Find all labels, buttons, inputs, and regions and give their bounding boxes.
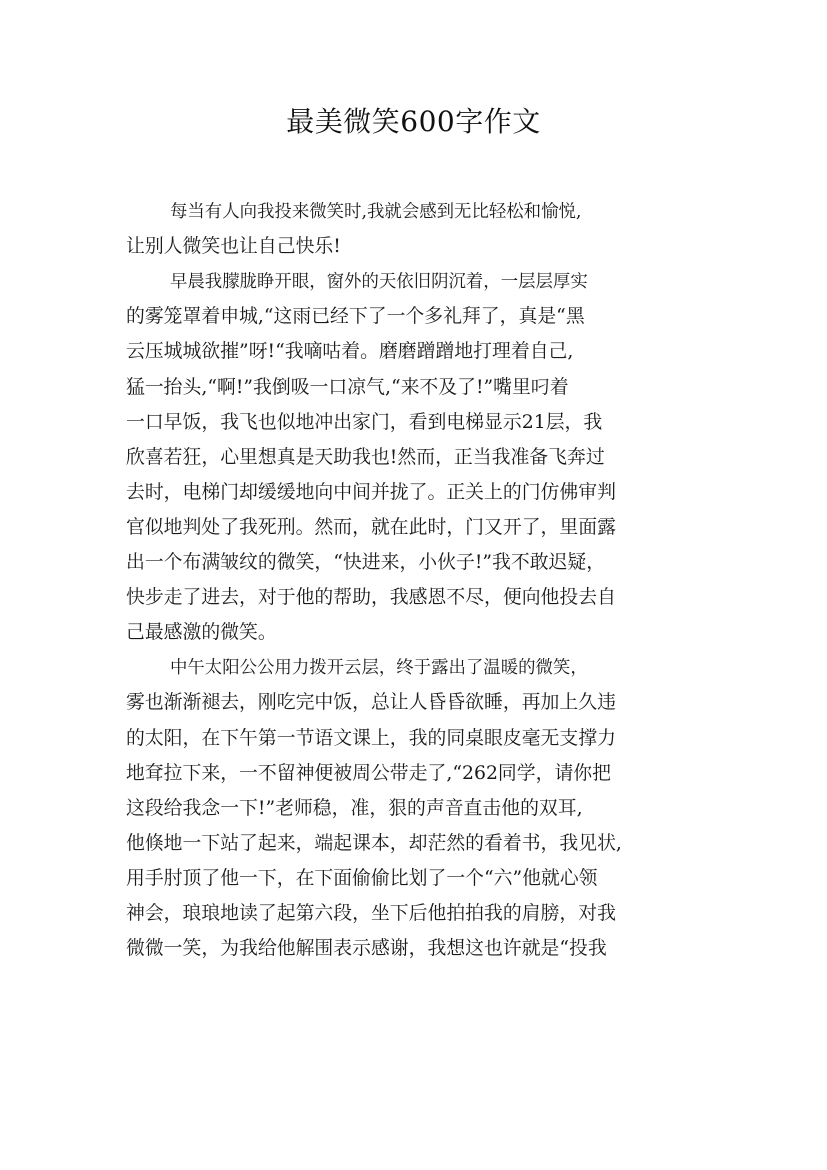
body-line: 云压城城欲摧”呀!“我嘀咕着。磨磨蹭蹭地打理着自己, xyxy=(126,341,574,363)
body-line: 地耷拉下来，一不留神便被周公带走了,“262同学，请你把 xyxy=(126,762,611,784)
body-line: 的太阳，在下午第一节语文课上，我的同桌眼皮毫无支撑力 xyxy=(126,727,616,749)
body-line: 去时，电梯门却缓缓地向中间并拢了。正关上的门仿佛审判 xyxy=(126,481,616,503)
body-line: 让别人微笑也让自己快乐! xyxy=(126,236,341,258)
body-line: 的雾笼罩着申城,“这雨已经下了一个多礼拜了，真是“黑 xyxy=(126,306,585,328)
body-line: 雾也渐渐褪去，刚吃完中饭，总让人昏昏欲睡，再加上久违 xyxy=(126,692,616,714)
document-title: 最美微笑600字作文 xyxy=(286,105,541,138)
body-line: 欣喜若狂，心里想真是天助我也!然而，正当我准备飞奔过 xyxy=(126,446,605,468)
body-line: 官似地判处了我死刑。然而，就在此时，门又开了，里面露 xyxy=(126,516,616,538)
body-line: 己最感激的微笑。 xyxy=(126,622,277,644)
body-line: 他倏地一下站了起来，端起课本，却茫然的看着书，我见状, xyxy=(126,832,622,854)
body-line: 早晨我朦胧睁开眼，窗外的天依旧阴沉着，一层层厚实 xyxy=(170,272,588,293)
body-line: 用手肘顶了他一下，在下面偷偷比划了一个“六”他就心领 xyxy=(126,867,598,889)
body-line: 这段给我念一下!”老师稳，准，狠的声音直击他的双耳, xyxy=(126,797,583,819)
body-line: 微微一笑，为我给他解围表示感谢，我想这也许就是“投我 xyxy=(126,938,607,960)
body-line: 快步走了进去，对于他的帮助，我感恩不尽，便向他投去自 xyxy=(126,587,616,609)
body-line: 出一个布满皱纹的微笑，“快进来，小伙子!”我不敢迟疑， xyxy=(126,552,606,573)
body-line: 一口早饭，我飞也似地冲出家门，看到电梯显示21层，我 xyxy=(126,411,603,433)
body-line: 中午太阳公公用力拨开云层，终于露出了温暖的微笑， xyxy=(170,658,588,679)
body-line: 每当有人向我投来微笑时,我就会感到无比轻松和愉悦, xyxy=(170,202,582,222)
body-line: 神会，琅琅地读了起第六段，坐下后他拍拍我的肩膀，对我 xyxy=(126,903,616,924)
body-line: 猛一抬头,“啊!”我倒吸一口凉气,“来不及了!”嘴里叼着 xyxy=(126,376,569,398)
